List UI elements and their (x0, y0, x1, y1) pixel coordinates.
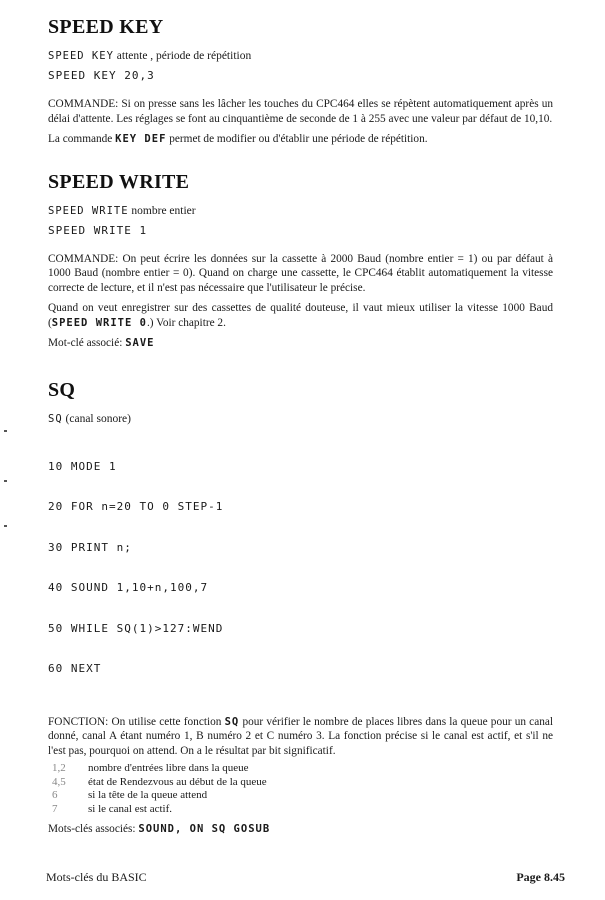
assoc-label: Mot-clé associé: (48, 337, 123, 349)
bit-key: 4,5 (52, 775, 66, 788)
section-title: SQ (48, 378, 76, 401)
syntax-args: attente , période de répétition (116, 50, 252, 62)
syntax-keyword: SPEED WRITE (48, 204, 129, 217)
keyword: KEY DEF (115, 133, 167, 145)
keyword: SQ (224, 715, 240, 728)
bit-row (48, 803, 553, 817)
description-paragraph (48, 301, 553, 330)
syntax-keyword: SPEED KEY (48, 50, 114, 62)
associated-keywords (48, 336, 553, 351)
syntax-line (48, 47, 553, 66)
syntax-keyword: SQ (48, 412, 63, 425)
code-line: 50 WHILE SQ(1)>127:WEND (48, 621, 224, 635)
section-title: SPEED WRITE (48, 170, 190, 193)
text-run: La commande (48, 133, 113, 145)
text-run: Quand on veut enregistrer sur des cassettes de qualité douteuse, il vaut mieux utiliser la vitesse 1000 Baud ( (48, 302, 553, 329)
assoc-keyword: SAVE (125, 337, 155, 349)
syntax-line (48, 410, 553, 429)
bit-row (48, 762, 553, 776)
bit-row (48, 776, 553, 790)
text-run: FONCTION: On utilise cette fonction (48, 715, 222, 728)
bit-key: 1,2 (52, 762, 66, 774)
description-paragraph (48, 132, 553, 147)
bit-key: 6 (52, 789, 58, 801)
bit-table (48, 762, 553, 816)
assoc-label: Mots-clés associés: (48, 823, 136, 835)
bit-desc: état de Rendezvous au début de la queue (88, 775, 267, 788)
text-run: pour vérifier le nombre de places libres dans la queue pour un canal donné, canal A étant numéro 1, B numéro 2 et C numéro 3. La fonction précise si le canal est actif, et s'il ne l'est pas, pourquoi on attend. On a le résultat par bit significatif. (48, 715, 554, 757)
page-number: Page 8.45 (516, 870, 565, 884)
bit-key: 7 (52, 802, 58, 815)
page-footer (46, 870, 565, 885)
syntax-line (48, 202, 553, 221)
assoc-keyword: SOUND, ON SQ GOSUB (138, 823, 271, 835)
bit-row (48, 789, 553, 803)
syntax-args: nombre entier (131, 204, 196, 217)
example-line: SPEED KEY 20,3 (48, 69, 155, 82)
bit-desc: si la tête de la queue attend (88, 789, 208, 801)
footer-chapter: Mots-clés du BASIC (46, 870, 147, 884)
example-line: SPEED WRITE 1 (48, 223, 148, 237)
margin-mark (4, 480, 7, 482)
code-line: 40 SOUND 1,10+n,100,7 (48, 581, 209, 594)
code-line: 60 NEXT (48, 662, 102, 675)
section-title: SPEED KEY (48, 16, 164, 38)
keyword: SPEED WRITE 0 (51, 316, 147, 329)
margin-mark (4, 525, 7, 527)
associated-keywords (48, 822, 553, 837)
code-line: 10 MODE 1 (48, 459, 117, 473)
code-line: 30 PRINT n; (48, 540, 132, 554)
section-speed-key (48, 16, 553, 147)
code-line: 20 FOR n=20 TO 0 STEP-1 (48, 500, 224, 513)
section-speed-write (48, 171, 553, 351)
text-run: .) Voir chapitre 2. (146, 316, 226, 329)
syntax-args: (canal sonore) (65, 412, 131, 425)
bit-desc: nombre d'entrées libre dans la queue (88, 762, 249, 774)
text-run: permet de modifier ou d'établir une période de répétition. (169, 133, 428, 145)
section-sq (48, 379, 553, 837)
description-paragraph: COMMANDE: Si on presse sans les lâcher les touches du CPC464 elles se répètent automatiquement après un délai d'attente. Les réglages se font au cinquantième de seconde de 1 à 255 avec une valeur par défaut de 10,10. (48, 98, 553, 125)
bit-desc: si le canal est actif. (88, 802, 172, 815)
description-paragraph (48, 715, 553, 759)
code-listing (48, 433, 553, 703)
document-page (48, 16, 553, 837)
margin-mark (4, 430, 7, 432)
description-paragraph: COMMANDE: On peut écrire les données sur la cassette à 2000 Baud (nombre entier = 1) ou par défaut à 1000 Baud (nombre entier = 0). Quand on charge une cassette, le CPC464 établit automatiquement la vitesse correcte de lecture, et il n'est pas nécessaire que l'utilisateur le précise. (48, 252, 553, 294)
